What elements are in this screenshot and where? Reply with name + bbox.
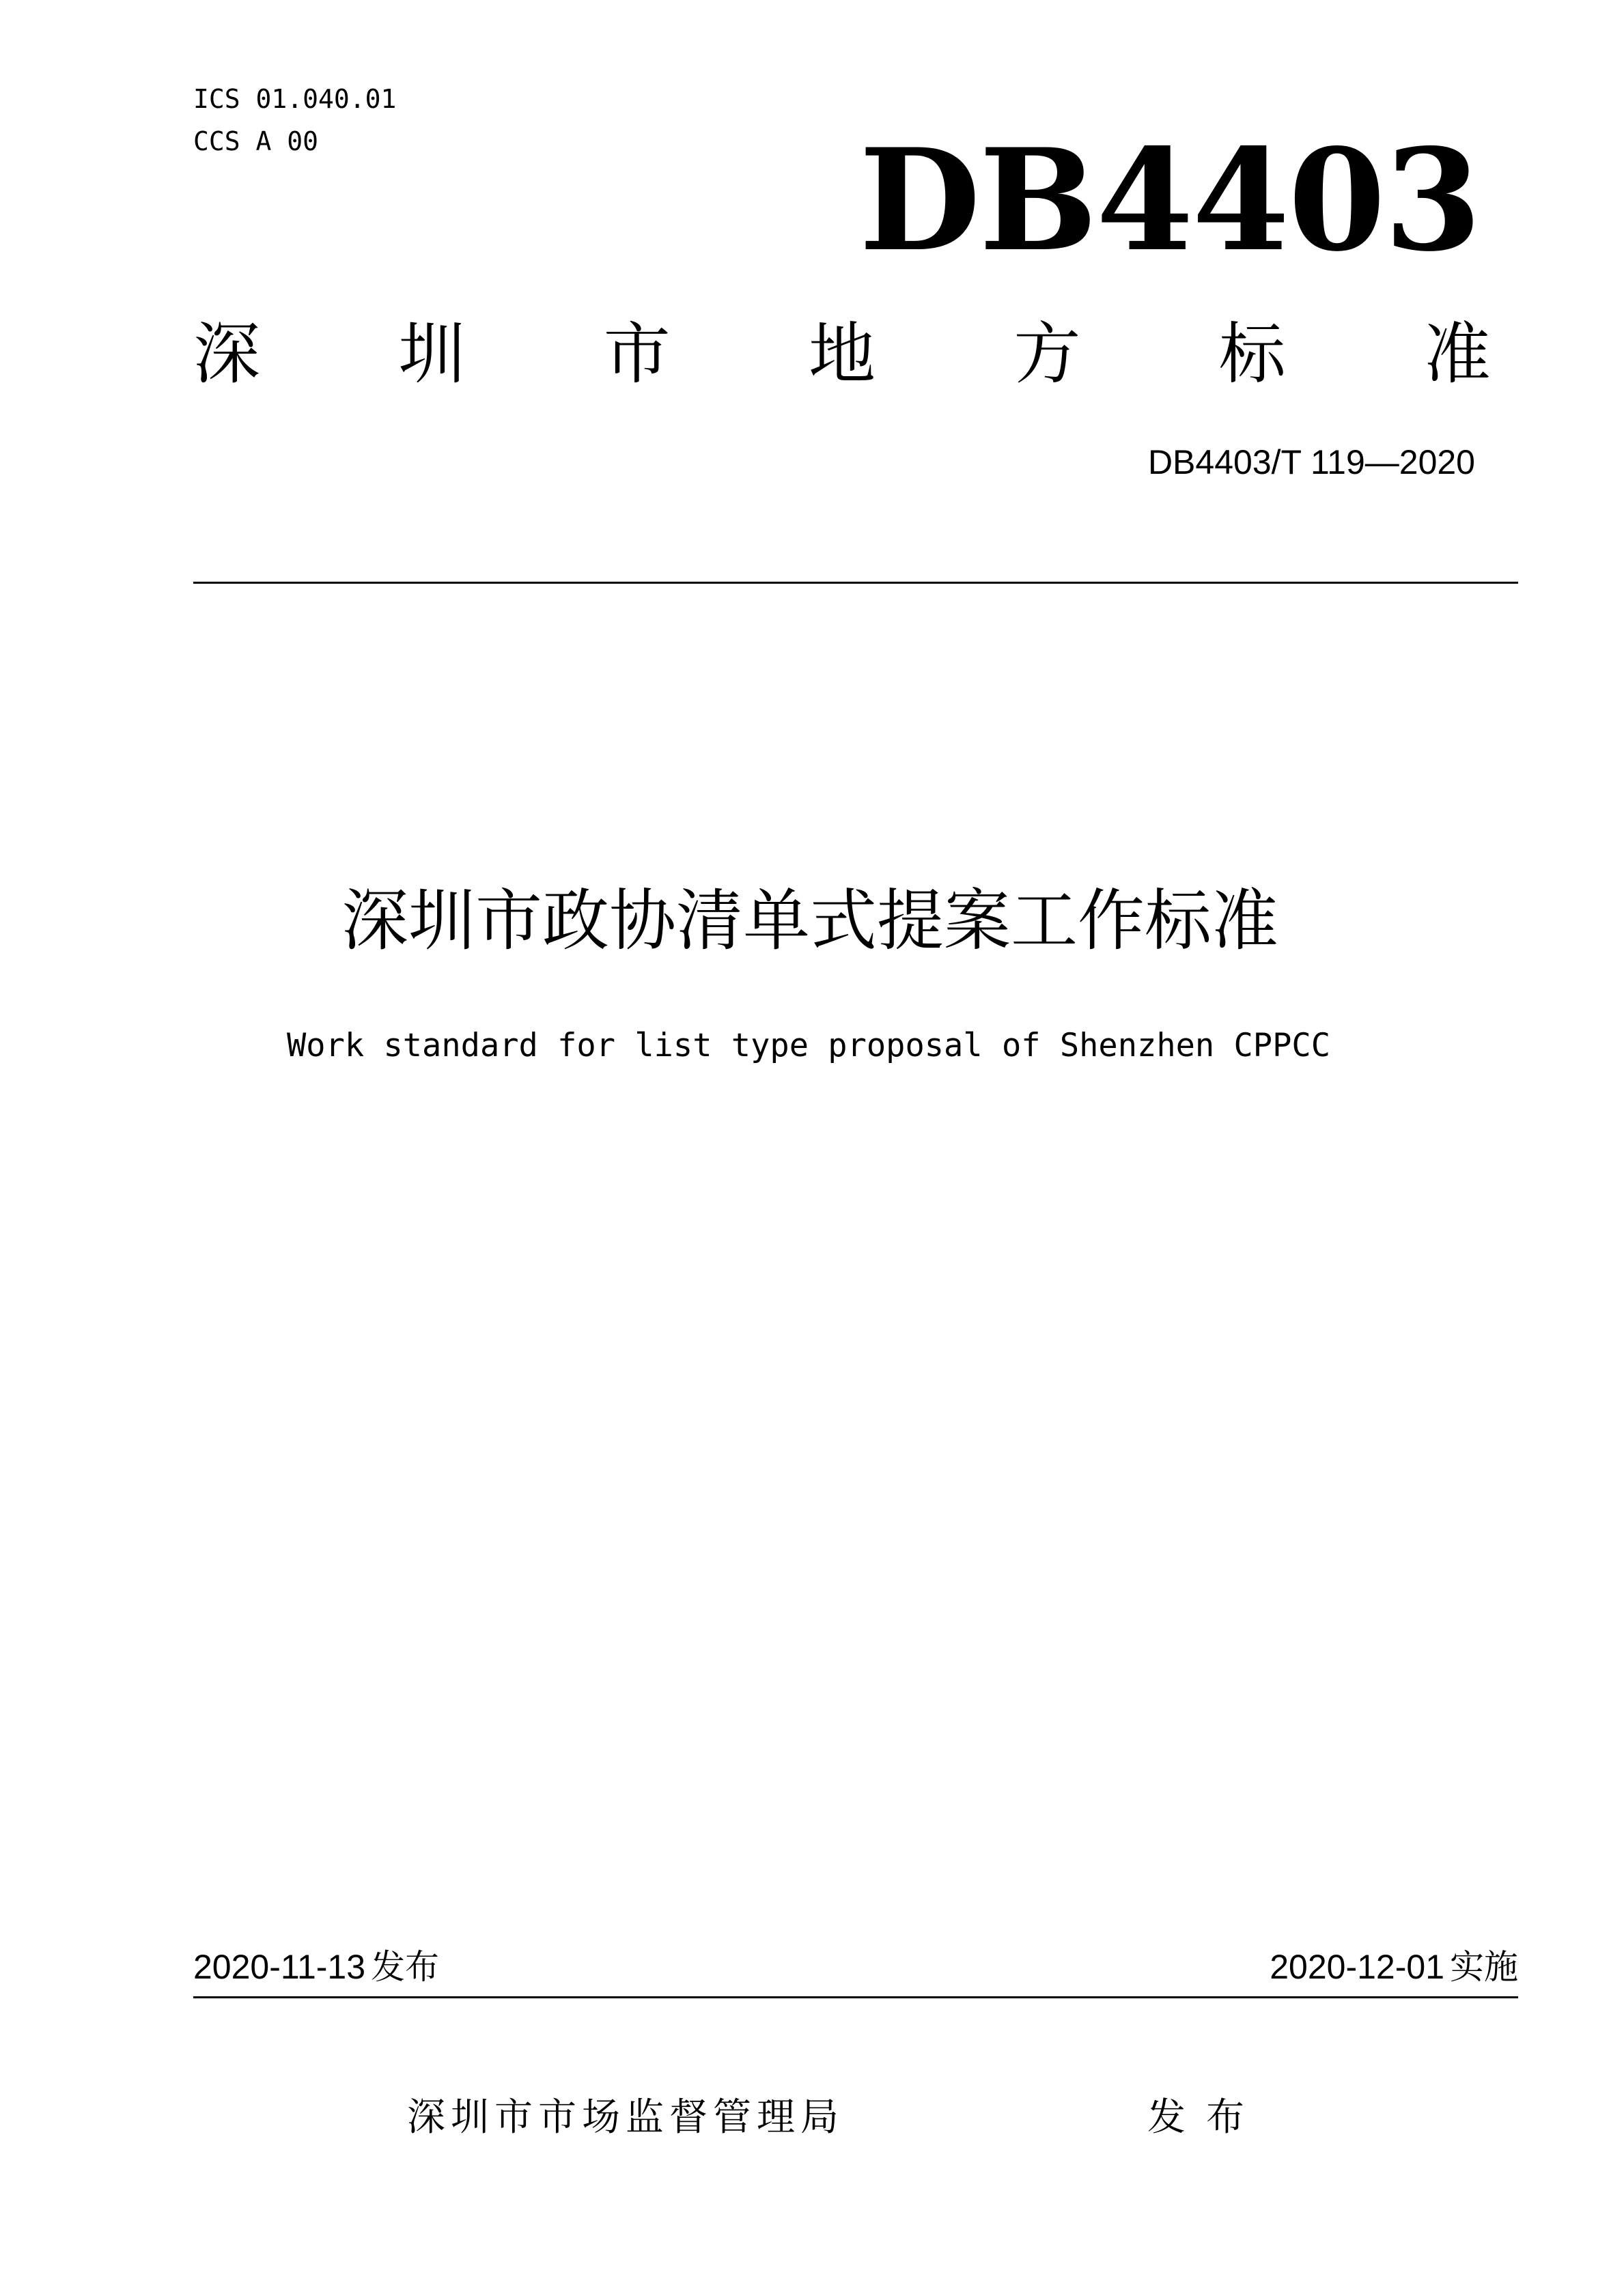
standard-type-char: 地	[808, 315, 876, 393]
standard-type-char: 标	[1218, 315, 1286, 393]
standard-type-char: 市	[603, 315, 671, 393]
issuing-authority: 深圳市市场监督管理局	[407, 2095, 844, 2140]
standard-type-char: 准	[1423, 315, 1491, 393]
implementation-label: 实施	[1450, 1947, 1518, 1987]
ics-code: ICS 01.040.01	[193, 84, 397, 114]
issue-date: 2020-11-13	[193, 1948, 366, 1986]
standard-type-char: 深	[193, 315, 261, 393]
title-english: Work standard for list type proposal of Shenzhen CPPCC	[286, 1027, 1330, 1064]
issue-label: 发布	[371, 1947, 440, 1987]
implementation-date: 2020-12-01	[1270, 1948, 1444, 1986]
implementation-date-line	[1270, 1947, 1518, 1987]
standard-type-char: 方	[1013, 315, 1081, 393]
issue-date-line	[193, 1947, 440, 1987]
standard-type-char: 圳	[398, 315, 466, 393]
ccs-code: CCS A 00	[193, 126, 319, 156]
standard-logo: DB4403	[859, 119, 1481, 283]
title-chinese: 深圳市政协清单式提案工作标准	[341, 882, 1278, 960]
top-divider	[193, 582, 1518, 584]
bottom-divider	[193, 1996, 1518, 1998]
standard-type-heading	[193, 315, 1491, 393]
publish-label: 发布	[1147, 2095, 1265, 2140]
standard-number: DB4403/T 119—2020	[1147, 443, 1475, 481]
